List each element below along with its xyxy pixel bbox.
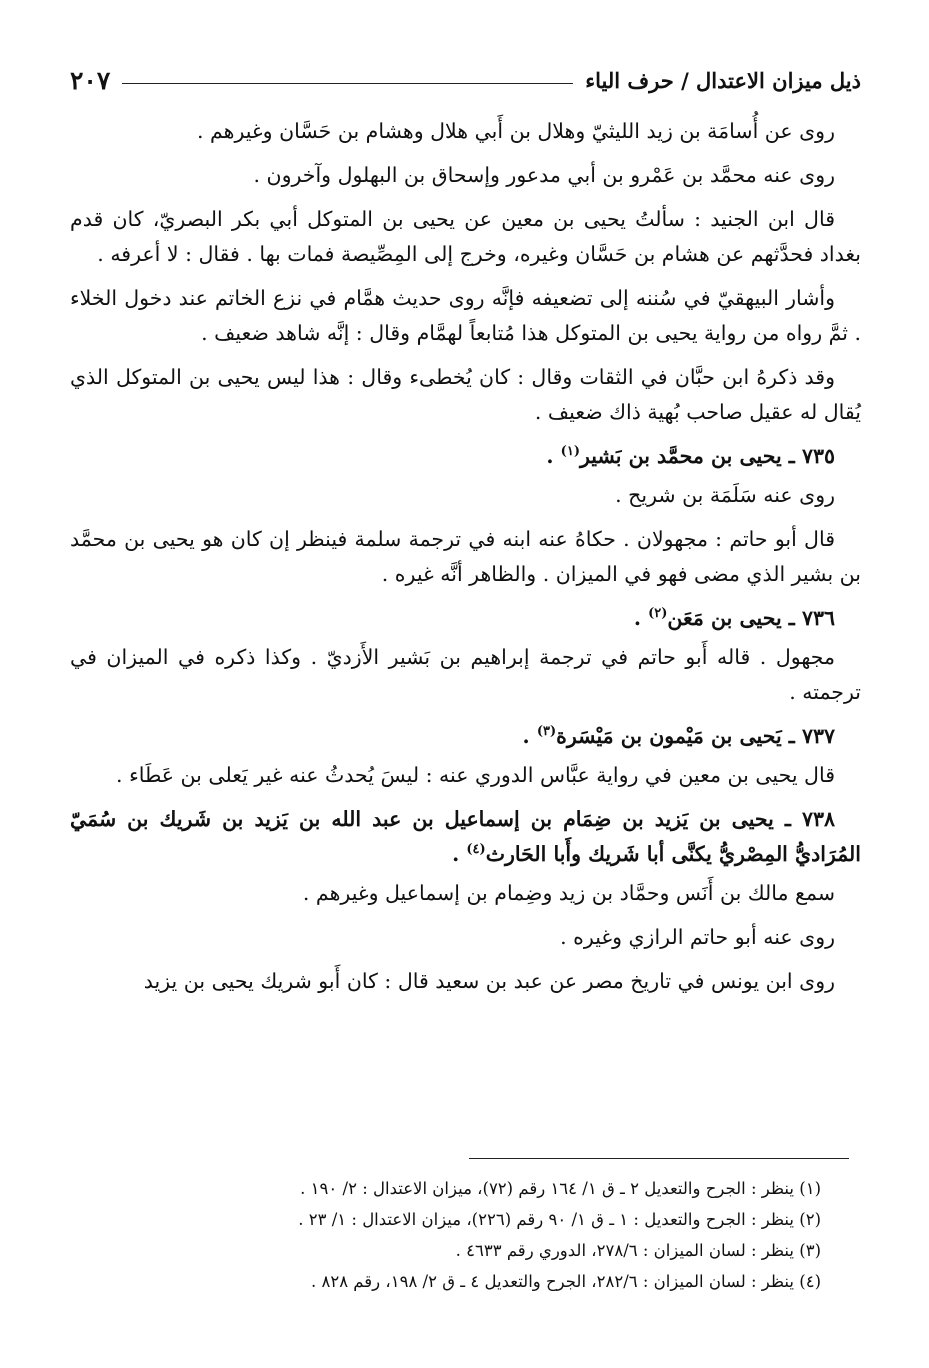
- footnote-rule: [469, 1158, 849, 1159]
- body-text: [70, 114, 861, 999]
- paragraph: روى عنه أبو حاتم الرازي وغيره .: [560, 925, 835, 949]
- entry-tail: .: [633, 606, 649, 630]
- paragraph: وأشار البيهقيّ في سُننه إلى تضعيفه فإنَّه روى حديث همَّام في نزع الخاتم عند دخول الخلاء . ثمَّ رواه من رواية يحيى بن المتوكل هذا مُتابعاً لهمَّام وقال : إنَّه شاهد ضعيف .: [70, 286, 861, 345]
- entry-tail: .: [546, 444, 561, 468]
- paragraph: روى عنه سَلَمَة بن شريح .: [615, 483, 835, 507]
- entry-title: ٧٣٥ ـ يحيى بن محمَّد بن بَشير: [579, 444, 835, 468]
- paragraph: روى عن أُسامَة بن زيد الليثيّ وهلال بن أَبي هلال وهشام بن حَسَّان وغيرهم .: [196, 119, 835, 143]
- header-rule: [122, 83, 573, 84]
- entry-tail: .: [522, 724, 537, 748]
- entry-title: ٧٣٧ ـ يَحيى بن مَيْمون بن مَيْسَرة: [556, 724, 835, 748]
- footnote-item: (٢) ينظر : الجرح والتعديل : ١ ـ ق ١/ ٩٠ رقم (٢٢٦)، ميزان الاعتدال : ١/ ٢٣ .: [298, 1210, 821, 1229]
- running-title: ذيل ميزان الاعتدال / حرف الياء: [585, 67, 861, 93]
- page-number: ٢٠٧: [70, 65, 111, 95]
- entry-heading-738: [70, 802, 861, 872]
- paragraph: قال أبو حاتم : مجهولان . حكاهُ عنه ابنه في ترجمة سلمة فينظر إن كان هو يحيى بن محمَّد بن بشير الذي مضى فهو في الميزان . والظاهر أنَّه غيره .: [70, 527, 861, 586]
- footnote-ref: (١): [560, 444, 580, 460]
- entry-tail: .: [452, 842, 467, 866]
- footnote-item: (٣) ينظر : لسان الميزان : ٢٧٨/٦، الدوري رقم ٤٦٣٣ .: [455, 1241, 821, 1260]
- footnote-item: (٤) ينظر : لسان الميزان : ٢٨٢/٦، الجرح والتعديل ٤ ـ ق ٢/ ١٩٨، رقم ٨٢٨ .: [310, 1272, 821, 1291]
- entry-heading-736: [70, 601, 861, 636]
- paragraph: مجهول . قاله أَبو حاتم في ترجمة إبراهيم بن بَشير الأَزديّ . وكذا ذكره في الميزان في ترجمته .: [70, 645, 861, 704]
- paragraph: وقد ذكرهُ ابن حبَّان في الثقات وقال : كان يُخطىء وقال : هذا ليس يحيى بن المتوكل الذي يُقال له عقيل صاحب بُهية ذاك ضعيف .: [70, 365, 861, 424]
- footnote-ref: (٤): [466, 842, 486, 858]
- paragraph: قال يحيى بن معين في رواية عبَّاس الدوري عنه : ليسَ يُحدثُ عنه غير يَعلى بن عَطَاء .: [116, 763, 835, 787]
- paragraph: روى ابن يونس في تاريخ مصر عن عبد بن سعيد قال : كان أَبو شريك يحيى بن يزيد: [143, 969, 835, 993]
- entry-heading-737: [70, 719, 861, 754]
- paragraph: سمع مالك بن أَنَس وحمَّاد بن زيد وضِمام بن إسماعيل وغيرهم .: [302, 881, 835, 905]
- footnote-ref: (٣): [536, 724, 557, 740]
- footnotes: [80, 1158, 849, 1297]
- entry-title: ٧٣٦ ـ يحيى بن مَعَن: [667, 606, 835, 630]
- footnote-list: [80, 1173, 849, 1297]
- paragraph: روى عنه محمَّد بن عَمْرو بن أبي مدعور وإسحاق بن البهلول وآخرون .: [253, 163, 835, 187]
- entry-heading-735: [70, 439, 861, 474]
- paragraph: قال ابن الجنيد : سألتُ يحيى بن معين عن يحيى بن المتوكل أبي بكر البصريّ، كان قدم بغداد فحدَّثهم عن هشام بن حَسَّان وغيره، وخرج إلى المِصِّيصة فمات بها . فقال : لا أعرفه .: [70, 207, 861, 266]
- footnote-item: (١) ينظر : الجرح والتعديل ٢ ـ ق ١/ ١٦٤ رقم (٧٢)، ميزان الاعتدال : ٢/ ١٩٠ .: [300, 1179, 821, 1198]
- running-header: [70, 60, 861, 100]
- entry-title: ٧٣٨ ـ يحيى بن يَزيد بن ضِمَام بن إسماعيل بن عبد الله بن يَزيد بن شَريك بن سُمَيّ المُرَاديُّ المِصْريُّ يكنَّى أبا شَريك وأَبا الحَارث: [70, 807, 861, 866]
- footnote-ref: (٢): [648, 606, 668, 622]
